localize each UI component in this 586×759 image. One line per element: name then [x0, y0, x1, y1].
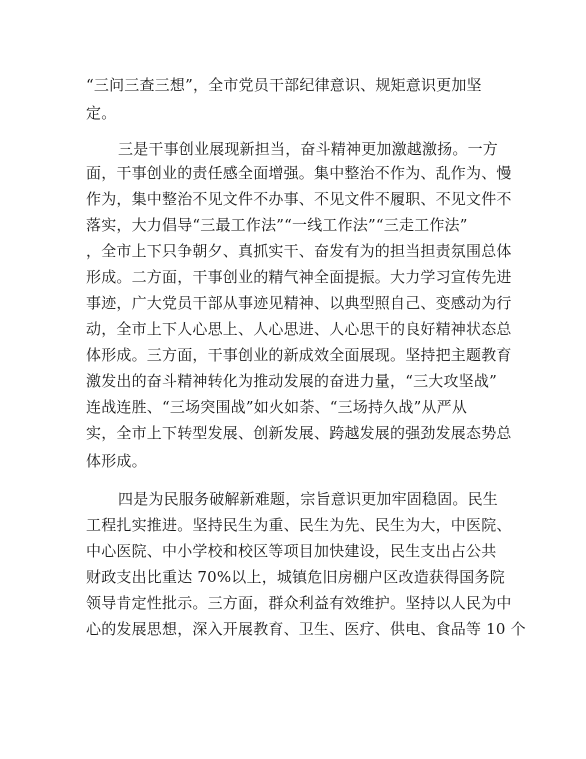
paragraph-line: 动，全市上下人心思上、人心思进、人心思干的良好精神状态总 [86, 320, 512, 338]
paragraph-line: 中心医院、中小学校和校区等项目加快建设，民生支出占公共 [86, 542, 497, 560]
paragraph-line: 领导肯定性批示。三方面，群众利益有效维护。坚持以人民为中 [86, 594, 512, 612]
paragraph-line: 体形成。三方面，干事创业的新成效全面展现。坚持把主题教育 [86, 346, 512, 364]
paragraph-line: 定。 [86, 104, 117, 122]
paragraph-line: “三问三查三想”，全市党员干部纪律意识、规矩意识更加坚 [86, 76, 482, 94]
paragraph-line: 心的发展思想，深入开展教育、卫生、医疗、供电、食品等 10 个 [86, 620, 526, 638]
paragraph-line: 激发出的奋斗精神转化为推动发展的奋进力量，“三大攻坚战” [86, 372, 497, 390]
paragraph-line: 落实，大力倡导“三最工作法”“一线工作法”“三走工作法” [86, 216, 468, 234]
paragraph-line: 三是干事创业展现新担当，奋斗精神更加激越激扬。一方 [118, 140, 499, 158]
paragraph-line: 事迹，广大党员干部从事迹见精神、以典型照自己、变感动为行 [86, 294, 512, 312]
paragraph-line: 连战连胜、“三场突围战”如火如荼、“三场持久战”从严从 [86, 398, 468, 416]
paragraph-line: 面，干事创业的责任感全面增强。集中整治不作为、乱作为、慢 [86, 164, 512, 182]
paragraph-line: 四是为民服务破解新难题，宗旨意识更加牢固稳固。民生 [118, 490, 499, 508]
paragraph-line: 实，全市上下转型发展、创新发展、跨越发展的强劲发展态势总 [86, 424, 512, 442]
paragraph-line: 作为，集中整治不见文件不办事、不见文件不履职、不见文件不 [86, 190, 512, 208]
paragraph-line: 财政支出比重达 70%以上，城镇危旧房棚户区改造获得国务院 [86, 568, 505, 586]
paragraph-line: 体形成。 [86, 452, 147, 470]
paragraph-line: 形成。二方面，干事创业的精气神全面提振。大力学习宣传先进 [86, 268, 512, 286]
paragraph-line: 工程扎实推进。坚持民生为重、民生为先、民生为大，中医院、 [86, 516, 512, 534]
paragraph-line: ，全市上下只争朝夕、真抓实干、奋发有为的担当担责氛围总体 [86, 242, 512, 260]
